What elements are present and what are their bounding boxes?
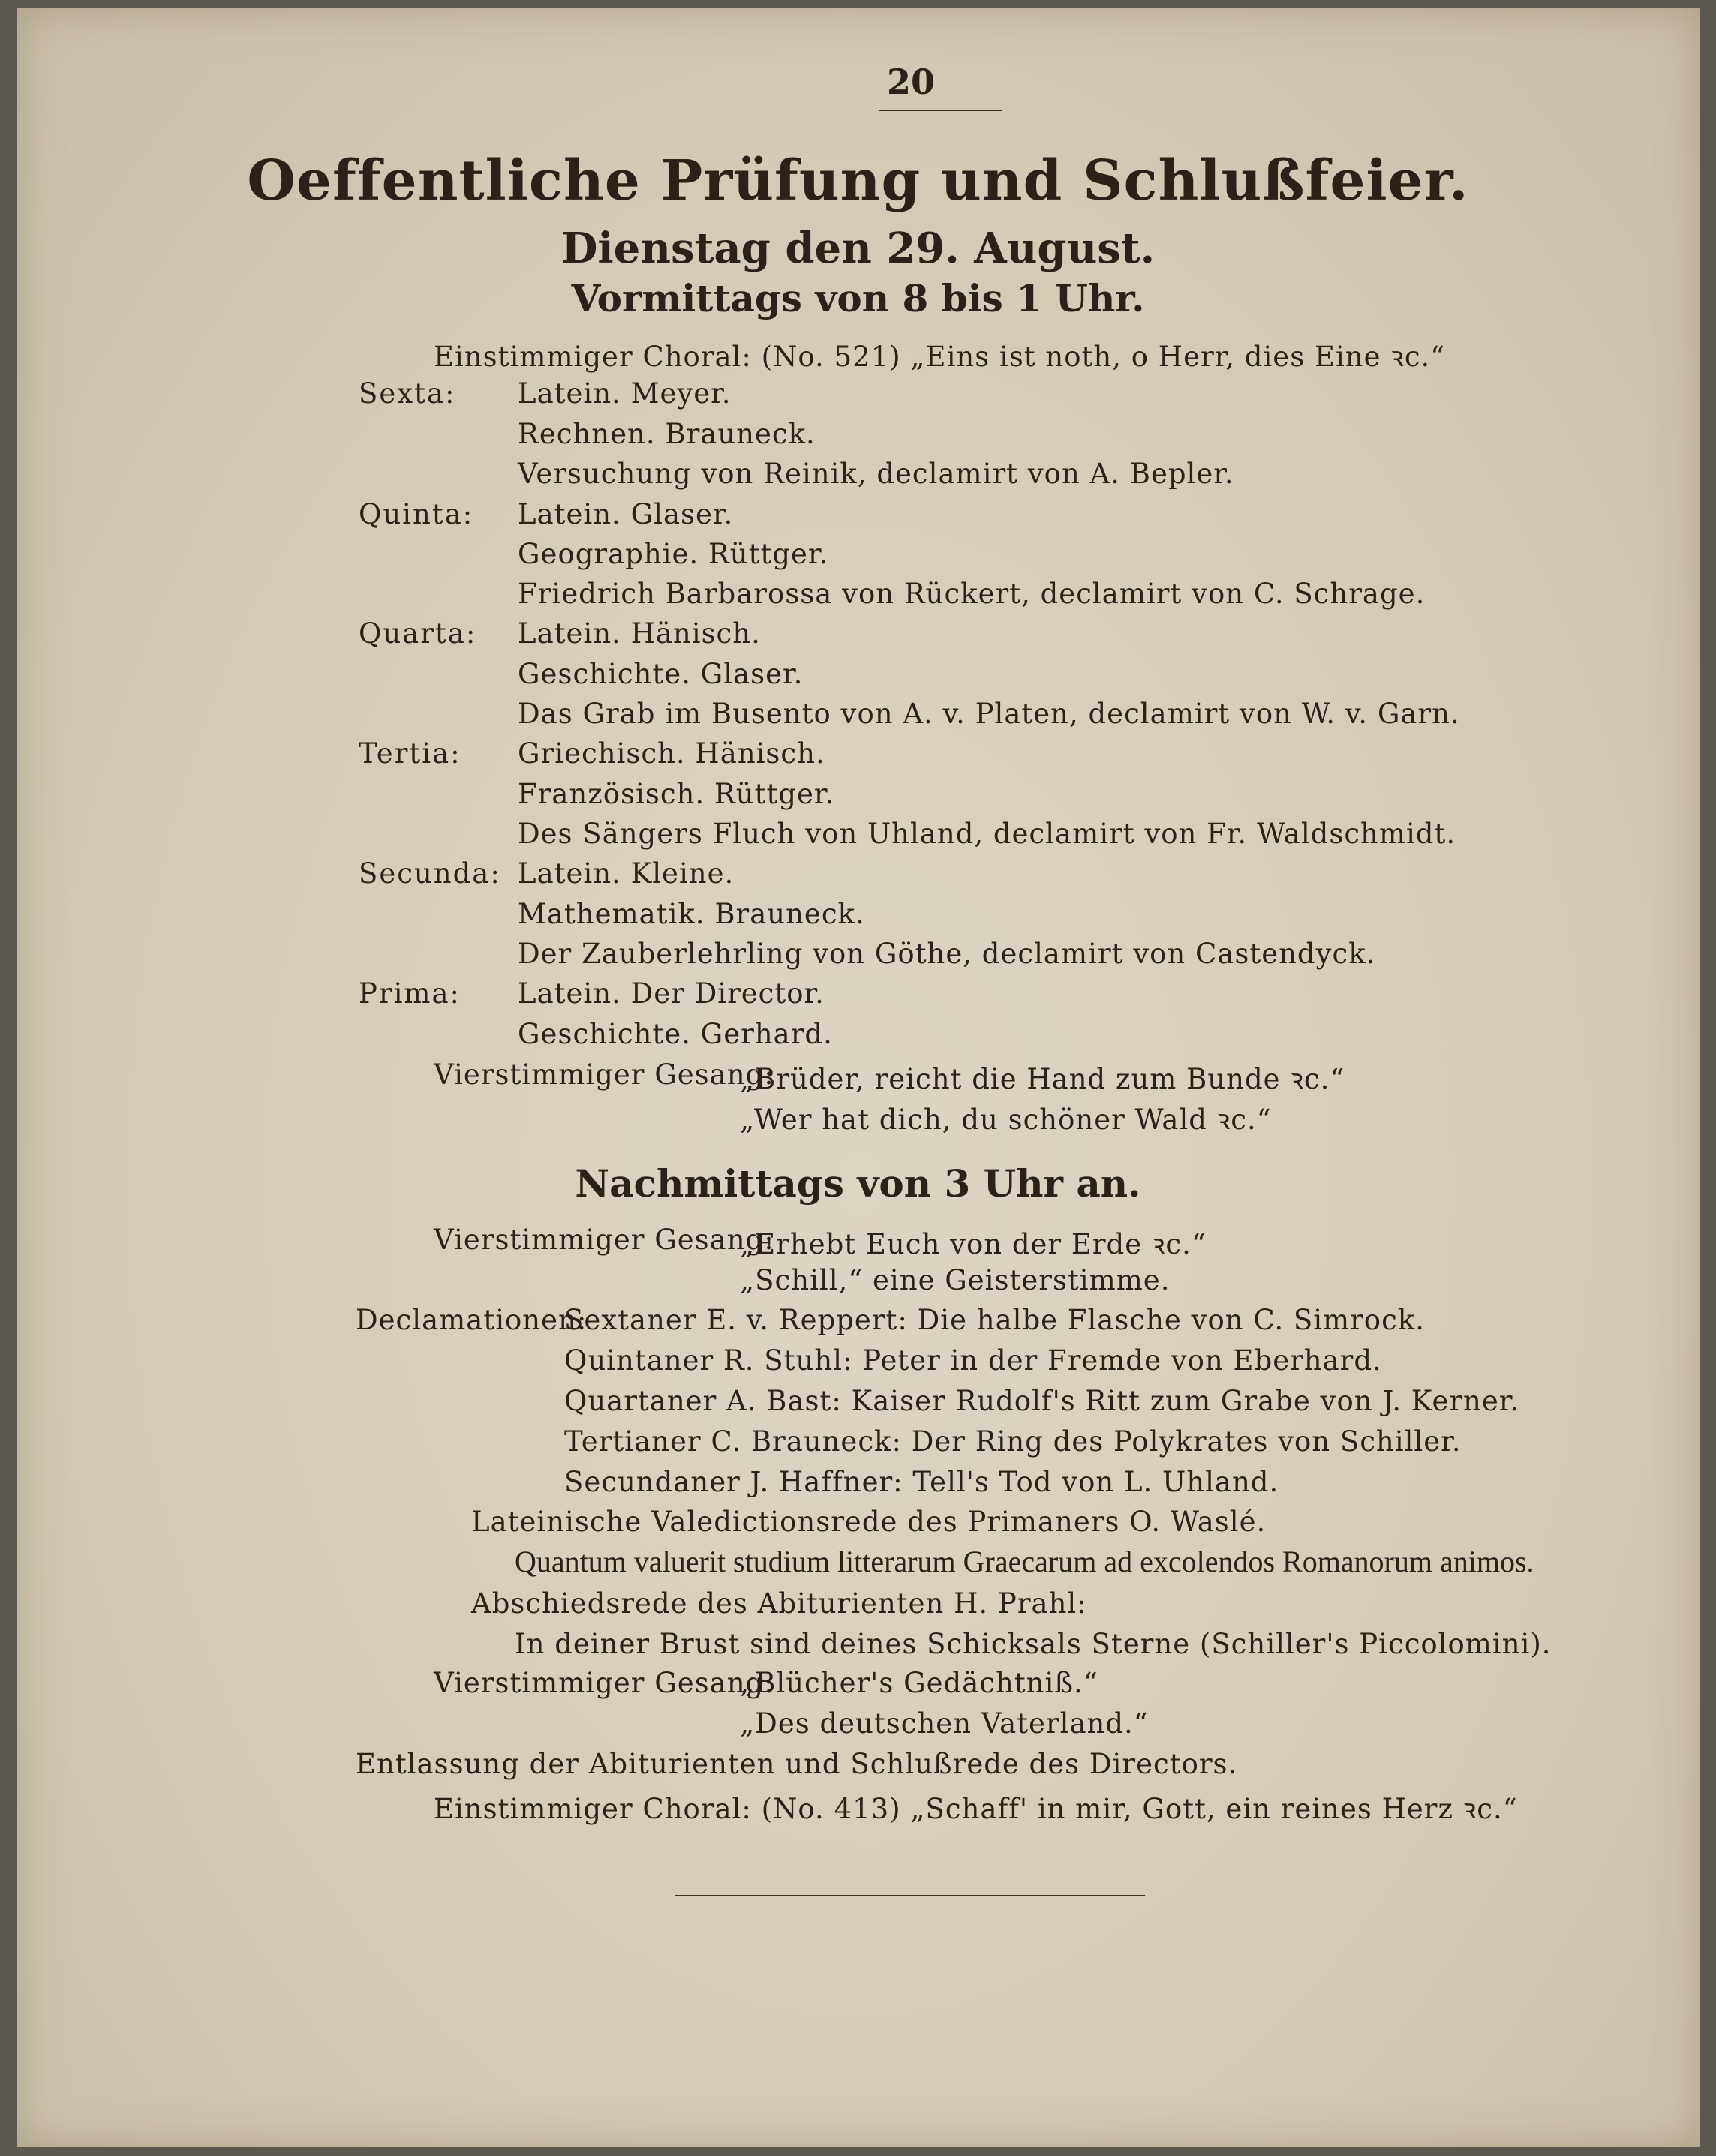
- quinta-item: Latein. Glaser.: [518, 498, 734, 530]
- class-label-tertia: Tertia:: [359, 737, 461, 770]
- bottom-rule: [675, 1895, 1145, 1896]
- song-title: „Wer hat dich, du schöner Wald ꝛc.“: [740, 1104, 1272, 1136]
- sexta-item: Versuchung von Reinik, declamirt von A. Bepler.: [518, 458, 1234, 490]
- song-label: Vierstimmiger Gesang:: [434, 1058, 774, 1091]
- morning-heading: Vormittags von 8 bis 1 Uhr.: [571, 276, 1145, 320]
- quarta-item: Latein. Hänisch.: [518, 617, 761, 650]
- declamation-item: Sextaner E. v. Reppert: Die halbe Flasche von C. Simrock.: [564, 1304, 1425, 1336]
- prima-item: Geschichte. Gerhard.: [518, 1018, 833, 1050]
- closing-choral: Einstimmiger Choral: (No. 413) „Schaff' in mir, Gott, ein reines Herz ꝛc.“: [434, 1793, 1518, 1825]
- class-label-sexta: Sexta:: [359, 377, 456, 410]
- page-number: 20: [887, 62, 936, 102]
- song-label: Vierstimmiger Gesang:: [434, 1667, 774, 1699]
- secunda-item: Der Zauberlehrling von Göthe, declamirt von Castendyck.: [518, 938, 1376, 970]
- secunda-item: Mathematik. Brauneck.: [518, 898, 865, 930]
- song-title: „Schill,“ eine Geisterstimme.: [740, 1264, 1171, 1296]
- declamation-item: Secundaner J. Haffner: Tell's Tod von L. Uhland.: [564, 1466, 1279, 1498]
- tertia-item: Griechisch. Hänisch.: [518, 737, 825, 770]
- tertia-item: Französisch. Rüttger.: [518, 778, 835, 810]
- quinta-item: Friedrich Barbarossa von Rückert, declamirt von C. Schrage.: [518, 578, 1426, 610]
- song-label: Vierstimmiger Gesang:: [434, 1224, 774, 1256]
- quarta-item: Das Grab im Busento von A. v. Platen, declamirt von W. v. Garn.: [518, 698, 1460, 730]
- class-label-quinta: Quinta:: [359, 498, 474, 530]
- sexta-item: Latein. Meyer.: [518, 377, 732, 410]
- song-title: „Erhebt Euch von der Erde ꝛc.“: [740, 1228, 1207, 1260]
- quarta-item: Geschichte. Glaser.: [518, 658, 804, 690]
- class-label-secunda: Secunda:: [359, 857, 501, 890]
- top-rule: [879, 110, 1002, 111]
- song-title: „Des deutschen Vaterland.“: [740, 1707, 1149, 1740]
- secunda-item: Latein. Kleine.: [518, 857, 735, 890]
- afternoon-heading: Nachmittags von 3 Uhr an.: [575, 1161, 1141, 1206]
- quinta-item: Geographie. Rüttger.: [518, 538, 829, 570]
- declamation-item: Quartaner A. Bast: Kaiser Rudolf's Ritt zum Grabe von J. Kerner.: [564, 1385, 1520, 1417]
- class-label-prima: Prima:: [359, 977, 461, 1010]
- opening-choral: Einstimmiger Choral: (No. 521) „Eins ist noth, o Herr, dies Eine ꝛc.“: [434, 341, 1446, 373]
- declamation-item: Quintaner R. Stuhl: Peter in der Fremde von Eberhard.: [564, 1344, 1382, 1377]
- valediction: Lateinische Valedictionsrede des Primaners O. Waslé.: [471, 1506, 1267, 1538]
- song-title: „Brüder, reicht die Hand zum Bunde ꝛc.“: [740, 1063, 1345, 1095]
- farewell-speech: Abschiedsrede des Abiturienten H. Prahl:: [471, 1587, 1087, 1620]
- declamations-label: Declamationen:: [356, 1304, 588, 1336]
- declamation-item: Tertianer C. Brauneck: Der Ring des Polykrates von Schiller.: [564, 1425, 1462, 1458]
- valediction-latin-title: Quantum valuerit studium litterarum Graecarum ad excolendos Romanorum animos.: [515, 1545, 1534, 1578]
- page-title: Oeffentliche Prüfung und Schlußfeier.: [247, 149, 1469, 213]
- class-label-quarta: Quarta:: [359, 617, 477, 650]
- song-title: „Blücher's Gedächtniß.“: [740, 1667, 1098, 1699]
- farewell-quote: In deiner Brust sind deines Schicksals Sterne (Schiller's Piccolomini).: [515, 1628, 1552, 1660]
- date-heading: Dienstag den 29. August.: [560, 224, 1156, 273]
- tertia-item: Des Sängers Fluch von Uhland, declamirt von Fr. Waldschmidt.: [518, 818, 1456, 850]
- sexta-item: Rechnen. Brauneck.: [518, 418, 816, 450]
- prima-item: Latein. Der Director.: [518, 977, 825, 1010]
- dismissal: Entlassung der Abiturienten und Schlußrede des Directors.: [356, 1748, 1238, 1780]
